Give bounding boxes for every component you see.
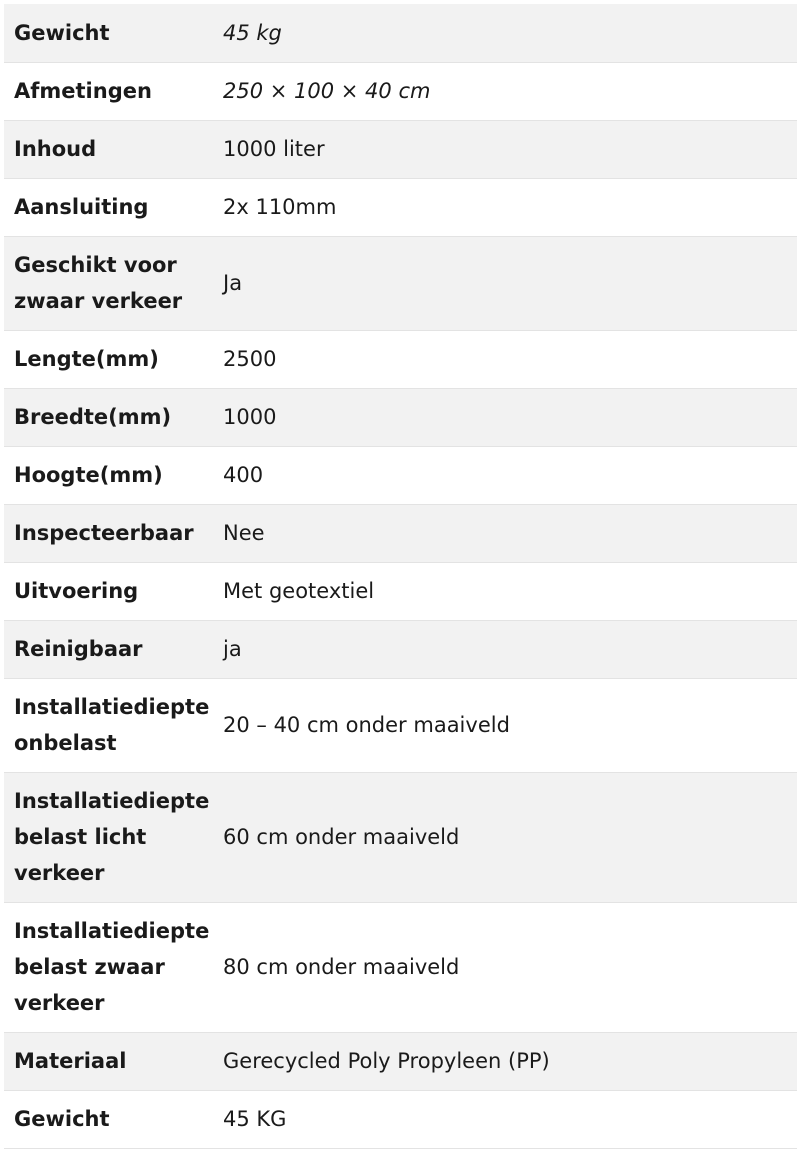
- spec-row-aansluiting: [4, 178, 797, 236]
- specifications-table: [4, 4, 797, 1149]
- spec-value: Nee: [214, 504, 797, 562]
- spec-label: Inhoud: [4, 120, 214, 178]
- spec-row-breedte: [4, 388, 797, 446]
- spec-value: 2500: [214, 330, 797, 388]
- spec-value: 20 – 40 cm onder maaiveld: [214, 678, 797, 772]
- specifications-table-body: [4, 4, 797, 1148]
- spec-label: Hoogte(mm): [4, 446, 214, 504]
- spec-value: 2x 110mm: [214, 178, 797, 236]
- spec-label: Geschikt voor zwaar verkeer: [4, 236, 214, 330]
- spec-label: Uitvoering: [4, 562, 214, 620]
- spec-value: 1000 liter: [214, 120, 797, 178]
- spec-label: Gewicht: [4, 1090, 214, 1148]
- spec-value: 1000: [214, 388, 797, 446]
- spec-row-installatiediepte-zwaar-verkeer: [4, 902, 797, 1032]
- spec-row-gewicht-kg: [4, 1090, 797, 1148]
- spec-value: 60 cm onder maaiveld: [214, 772, 797, 902]
- spec-label: Installatiediepte belast zwaar verkeer: [4, 902, 214, 1032]
- spec-label: Materiaal: [4, 1032, 214, 1090]
- spec-row-hoogte: [4, 446, 797, 504]
- spec-value: 400: [214, 446, 797, 504]
- spec-row-geschikt-voor-zwaar-verkeer: [4, 236, 797, 330]
- spec-value: Gerecycled Poly Propyleen (PP): [214, 1032, 797, 1090]
- spec-value: Met geotextiel: [214, 562, 797, 620]
- spec-value: 45 KG: [214, 1090, 797, 1148]
- spec-value: 45 kg: [214, 4, 797, 62]
- spec-row-inhoud: [4, 120, 797, 178]
- spec-label: Inspecteerbaar: [4, 504, 214, 562]
- spec-row-installatiediepte-licht-verkeer: [4, 772, 797, 902]
- spec-row-uitvoering: [4, 562, 797, 620]
- spec-value: 250 × 100 × 40 cm: [214, 62, 797, 120]
- spec-row-reinigbaar: [4, 620, 797, 678]
- spec-label: Installatiediepte onbelast: [4, 678, 214, 772]
- spec-label: Lengte(mm): [4, 330, 214, 388]
- spec-value: ja: [214, 620, 797, 678]
- spec-row-materiaal: [4, 1032, 797, 1090]
- spec-label: Aansluiting: [4, 178, 214, 236]
- spec-label: Breedte(mm): [4, 388, 214, 446]
- spec-row-gewicht: [4, 4, 797, 62]
- spec-label: Installatiediepte belast licht verkeer: [4, 772, 214, 902]
- spec-row-afmetingen: [4, 62, 797, 120]
- spec-label: Gewicht: [4, 4, 214, 62]
- spec-label: Afmetingen: [4, 62, 214, 120]
- spec-value: Ja: [214, 236, 797, 330]
- spec-label: Reinigbaar: [4, 620, 214, 678]
- spec-row-lengte: [4, 330, 797, 388]
- spec-row-installatiediepte-onbelast: [4, 678, 797, 772]
- spec-value: 80 cm onder maaiveld: [214, 902, 797, 1032]
- spec-row-inspecteerbaar: [4, 504, 797, 562]
